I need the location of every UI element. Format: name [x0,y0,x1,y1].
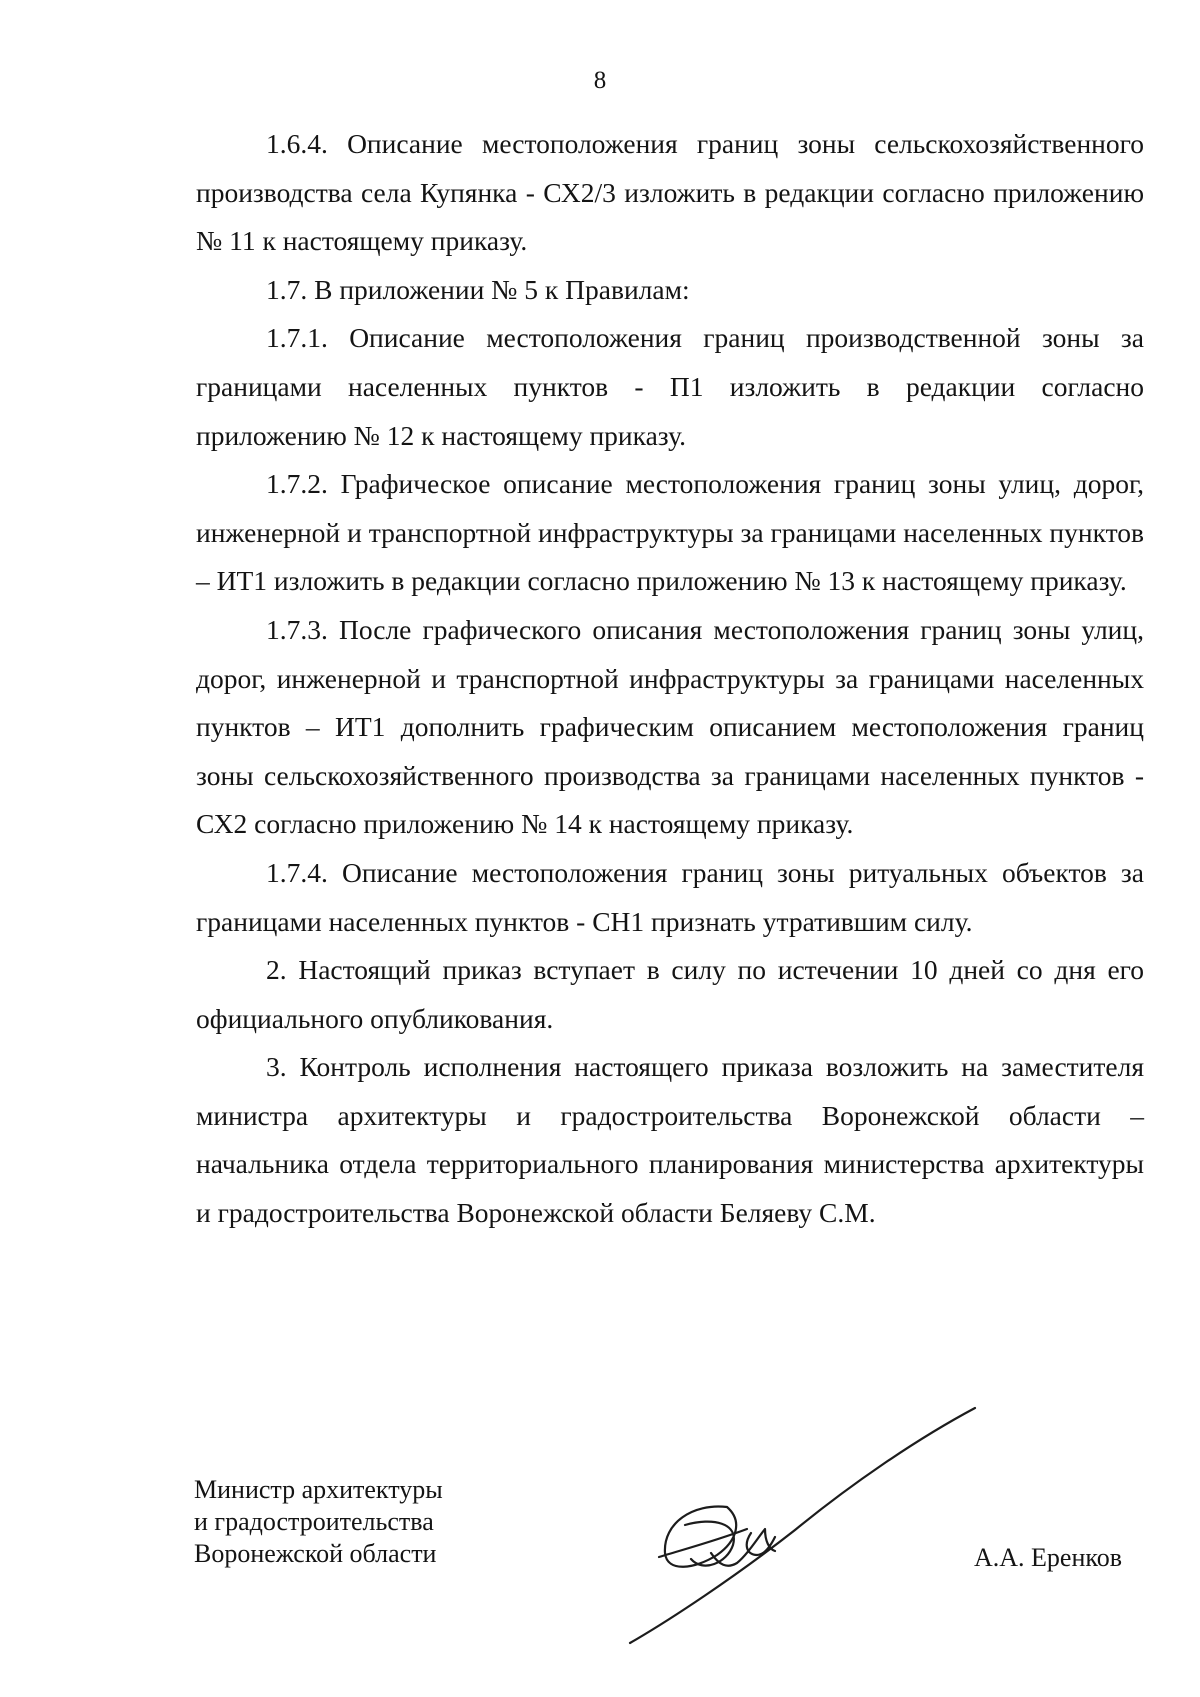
paragraph-3: 3. Контроль исполнения настоящего приказа возложить на заместителя министра архитектуры и градостроительства Воронежской области – начальника отдела территориального планирования министерства архитектуры и градостроительства Воронежской области Беляеву С.М. [196,1051,1144,1229]
paragraph-2: 2. Настоящий приказ вступает в силу по истечении 10 дней со дня его официального опубликования. [196,954,1144,1034]
paragraph-1-7-1: 1.7.1. Описание местоположения границ производственной зоны за границами населенных пунктов - П1 изложить в редакции согласно приложению № 12 к настоящему приказу. [196,322,1144,451]
handwritten-signature [615,1405,980,1645]
paragraph-1-7: 1.7. В приложении № 5 к Правилам: [266,273,690,305]
signatory-position-line: Министр архитектуры [194,1475,443,1504]
paragraph-1-6-4: 1.6.4. Описание местоположения границ зоны сельскохозяйственного производства села Купянка - СХ2/3 изложить в редакции согласно приложению № 11 к настоящему приказу. [196,128,1144,257]
paragraph-1-7-4: 1.7.4. Описание местоположения границ зоны ритуальных объектов за границами населенных пунктов - СН1 признать утратившим силу. [196,856,1144,937]
paragraph-1-7-3: 1.7.3. После графического описания местоположения границ зоны улиц, дорог, инженерной и транспортной инфраструктуры за границами населенных пунктов – ИТ1 дополнить графическим описанием местоположения границ зоны сельскохозяйственного производства за границами населенных пунктов - СХ2 согласно приложению № 14 к настоящему приказу. [196,613,1144,840]
signature-flourish [747,1533,775,1555]
signatory-position-line: и градостроительства [194,1507,434,1536]
page-number: 8 [593,67,607,94]
document-body [196,120,1144,1238]
signatory-name: А.А. Еренков [974,1543,1122,1572]
signature-long-stroke [630,1408,975,1643]
paragraph-1-7-2: 1.7.2. Графическое описание местоположения границ зоны улиц, дорог, инженерной и транспортной инфраструктуры за границами населенных пунктов – ИТ1 изложить в редакции согласно приложению № 13 к настоящему приказу. [196,468,1144,597]
signatory-position-line: Воронежской области [194,1539,437,1568]
signatory-position [194,1474,443,1570]
